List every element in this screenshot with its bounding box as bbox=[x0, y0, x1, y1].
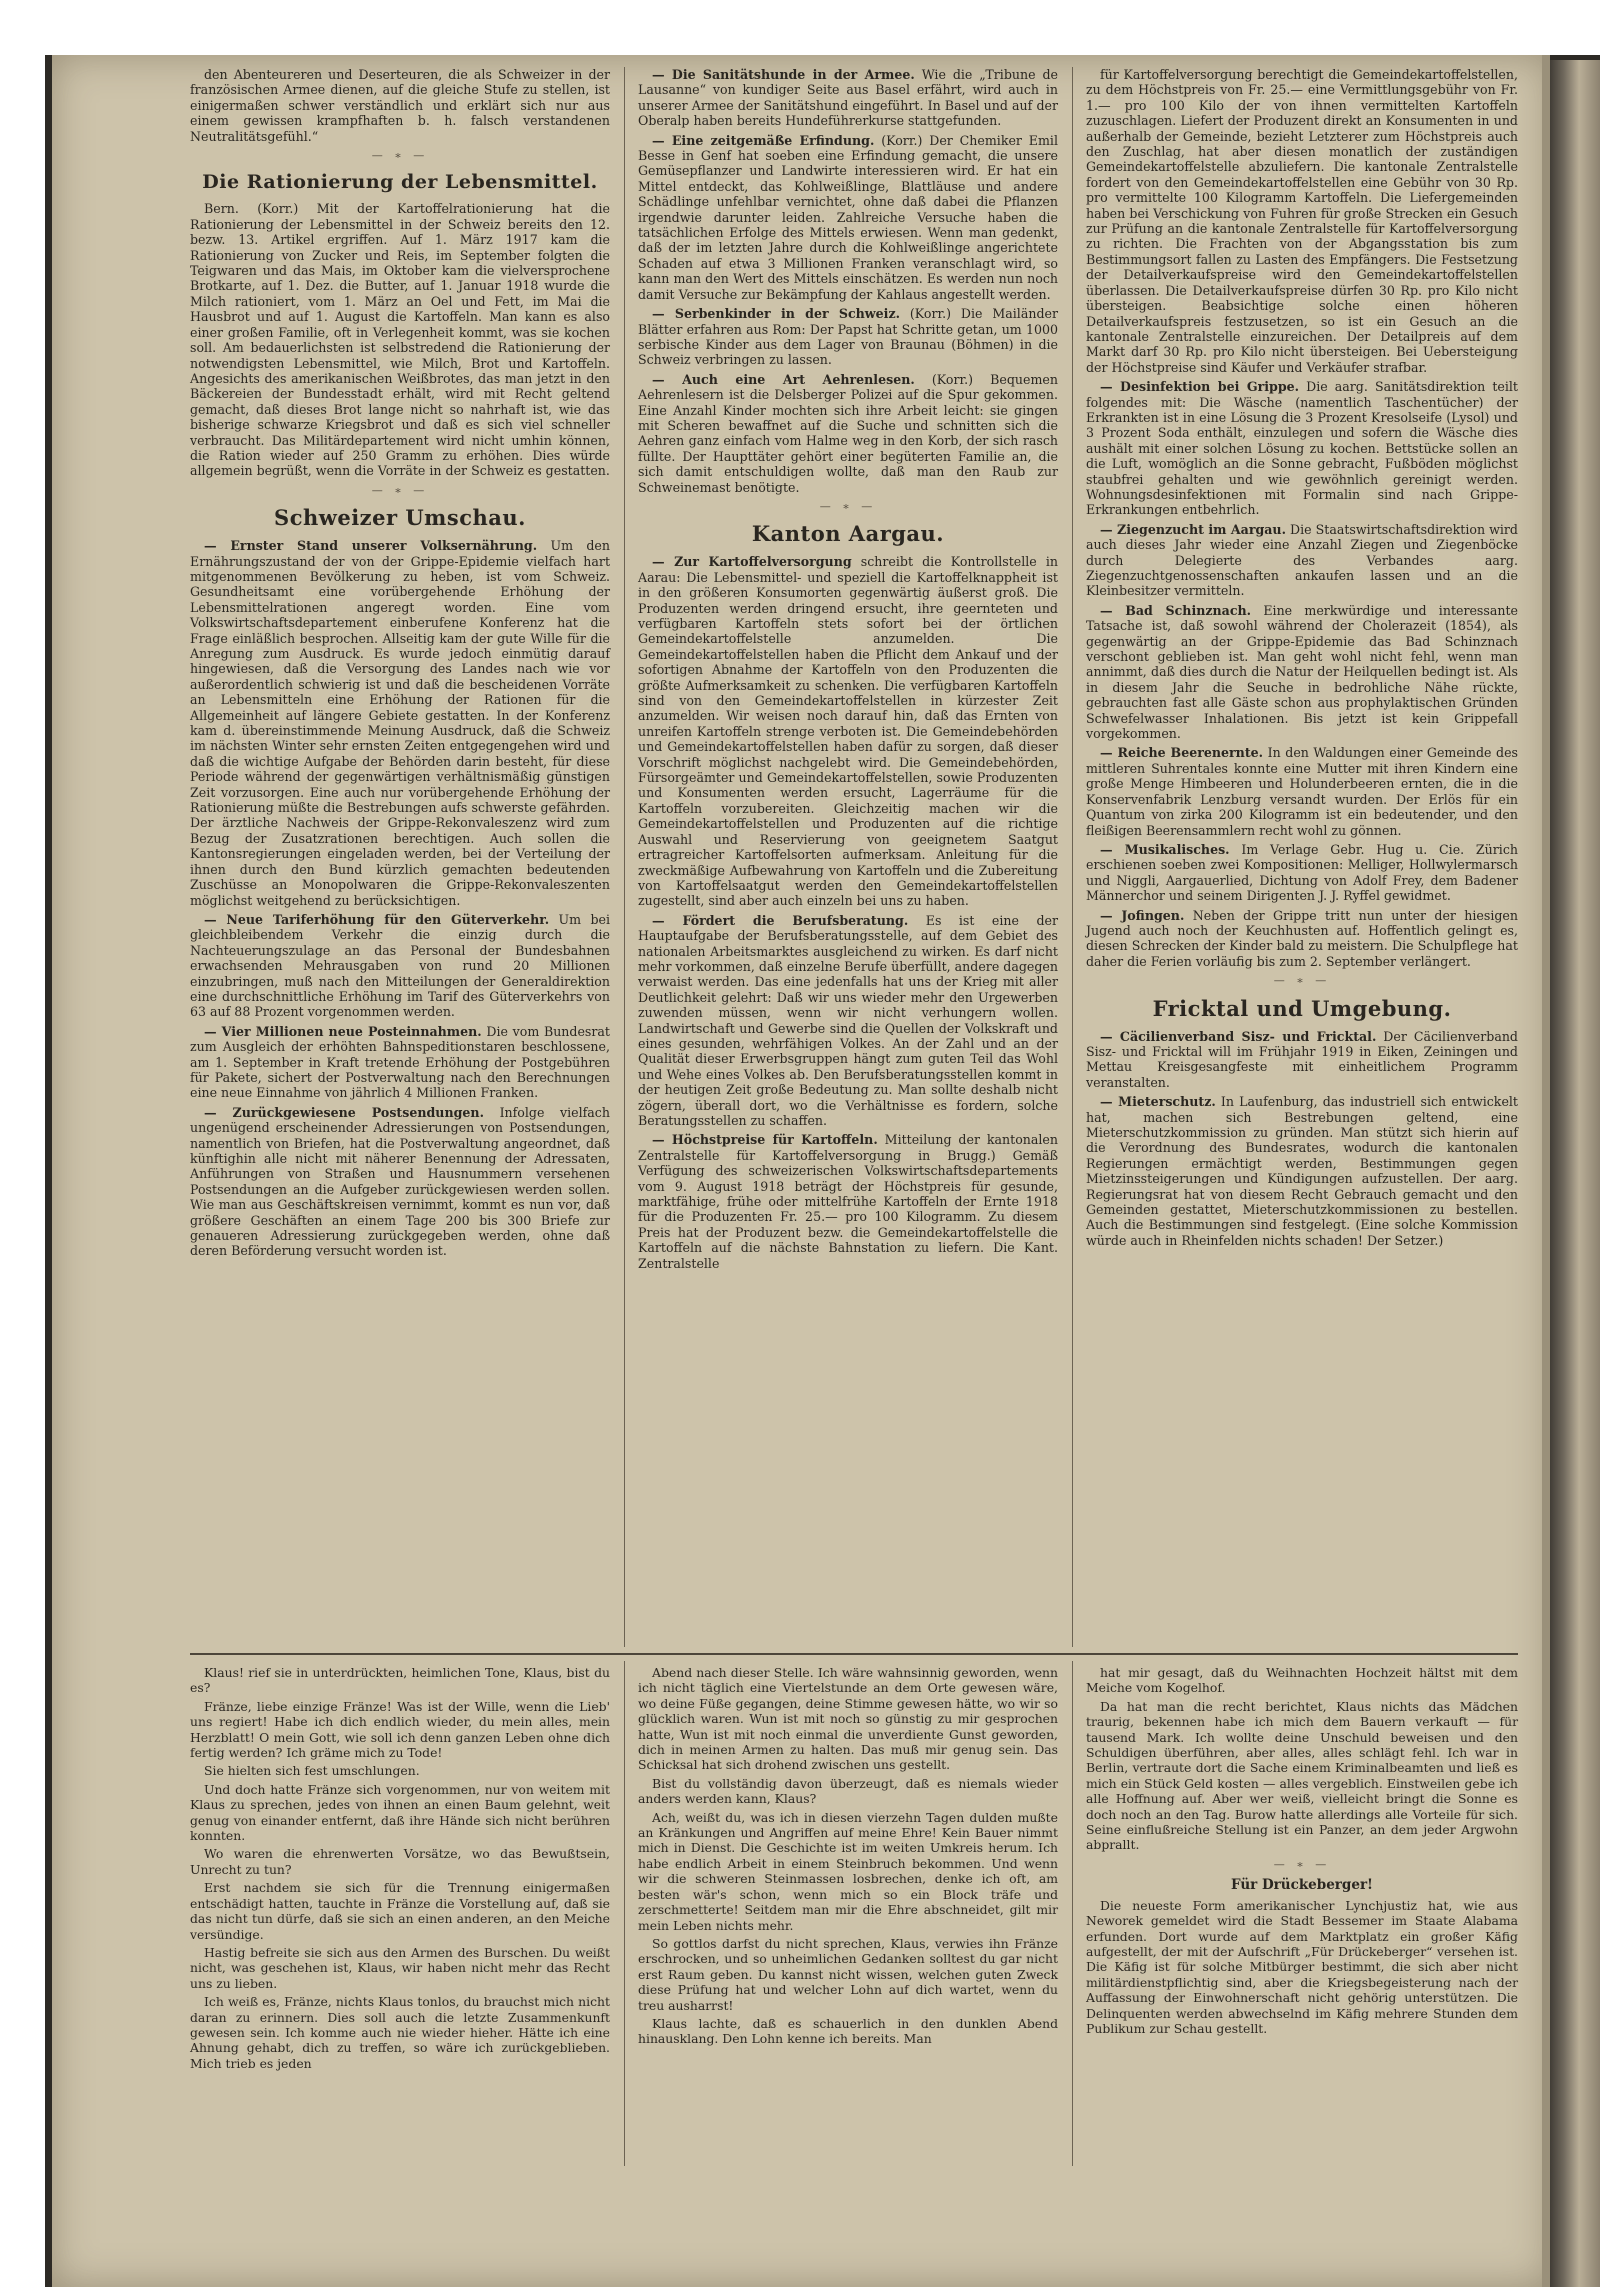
article-mieterschutz: — Mieterschutz. In Laufenburg, das industriell sich entwickelt hat, machen sich Bestrebungen geltend, eine Mieterschutzkommission zu gründen. Man stützt sich hierin auf die Verordnung des Bundesrates, wodurch die kantonalen Regierungen ermächtigt werden, Bestimmungen gegen Mietzinssteigerungen und Kündigungen aufzustellen. Der aarg. Regierungsrat hat von diesem Recht Gebrauch gemacht und den Gemeinden gestattet, Mieterschutzkommissionen zu bestellen. Auch die Bestimmungen sind festgelegt. (Eine solche Kommission würde auch in Rheinfelden nichts schaden! Der Setzer.) bbox=[1086, 1094, 1518, 1248]
column-rule bbox=[624, 67, 625, 1647]
feuilleton-paragraph: Klaus lachte, daß es schauerlich in den dunklen Abend hinausklang. Den Lohn kenne ich bereits. Man bbox=[638, 2015, 1058, 2047]
feuilleton-paragraph: Hastig befreite sie sich aus den Armen des Burschen. Du weißt nicht, was geschehen ist, Klaus, wir haben nicht mehr das Recht uns zu lieben. bbox=[190, 1944, 610, 1991]
article-bad-schinznach: — Bad Schinznach. Eine merkwürdige und interessante Tatsache ist, daß sowohl während der Cholerazeit (1854), als gegenwärtig an der Grippe-Epidemie das Bad Schinznach verschont geblieben ist. Man geht wohl nicht fehl, wenn man annimmt, daß dies durch die Natur der Heilquellen bedingt ist. Als in diesem Jahr die Seuche in bedrohliche Nähe rückte, gebrauchten fast alle Gäste schon aus prophylaktischen Gründen Schwefelwasser Inhalationen. Bis jetzt ist kein Grippefall vorgekommen. bbox=[1086, 602, 1518, 742]
feuilleton-column-3 bbox=[1086, 1665, 1518, 2039]
feuilleton-paragraph: Ich weiß es, Fränze, nichts Klaus tonlos, du brauchst mich nicht daran zu erinnern. Dies soll auch die letzte Zusammenkunft gewesen sein. Ich komme auch nie wieder hieher. Hätte ich eine Ahnung gehabt, dich zu treffen, so wäre ich zurückgeblieben. Mich trieb es jeden bbox=[190, 1994, 610, 2071]
feuilleton-paragraph: Bist du vollständig davon überzeugt, daß es niemals wieder anders werden kann, Klaus? bbox=[638, 1775, 1058, 1807]
column-1 bbox=[190, 67, 610, 1263]
column-rule bbox=[1072, 1661, 1073, 2166]
feuilleton-paragraph: Und doch hatte Fränze sich vorgenommen, nur von weitem mit Klaus zu sprechen, jedes von ihnen an einen Baum gelehnt, weit genug von einander entfernt, daß ihre Hände sich nicht berühren konnten. bbox=[190, 1781, 610, 1844]
column-rule bbox=[1072, 67, 1073, 1647]
article-volksernaehrung: — Ernster Stand unserer Volksernährung. Um den Ernährungszustand der von der Grippe-Epidemie vielfach hart mitgenommenen Bevölkerung zu heben, ist vom Schweiz. Gesundheitsamt eine vorübergehende Erhöhung der Lebensmittelrationen angeregt worden. Eine vom Volkswirtschaftsdepartement einberufene Konferenz hat die Frage einläßlich besprochen. Allseitig kam der gute Wille für die Anregung zum Ausdruck. Es wurde jedoch einmütig darauf hingewiesen, daß die Versorgung des Landes nach wie vor außerordentlich schwierig ist und daß die bescheidenen Vorräte an Lebensmitteln eine Erhöhung der Rationen für die Allgemeinheit auf längere Gebiete gestatten. In der Konferenz kam d. übereinstimmende Meinung Ausdruck, daß die Schweiz im nächsten Winter sehr ernsten Zeiten entgegengehen wird und daß die wichtige Aufgabe der Behörden darin besteht, für diese Periode während der gegenwärtigen verhältnismäßig günstigen Zeit vorzusorgen. Eine auch nur vorübergehende Erhöhung der Rationierung müßte die Bestrebungen aufs schwerste gefährden. Der ärztliche Nachweis der Grippe-Rekonvaleszenz wird zum Bezug der Zusatzrationen berechtigen. Auch sollen die Kantonsregierungen eingeladen werden, bei der Verteilung der ihnen durch den Bund kürzlich gemachten bedeutenden Zuschüsse an Monopolwaren die Grippe-Rekonvaleszenten möglichst weitgehend zu berücksichtigen. bbox=[190, 538, 610, 908]
article-sanitaetshunde: — Die Sanitätshunde in der Armee. Wie die „Tribune de Lausanne“ von kundiger Seite aus Basel erfährt, wird auch in unserer Armee der Sanitätshund eingeführt. In Basel und auf der Oberalp haben bereits Hundeführerkurse stattgefunden. bbox=[638, 67, 1059, 129]
article-hoechstpreise: — Höchstpreise für Kartoffeln. Mitteilung der kantonalen Zentralstelle für Kartoffelversorgung in Brugg.) Gemäß Verfügung des schweizerischen Volkswirtschaftsdepartements vom 9. August 1918 beträgt der Höchstpreis für gesunde, marktfähige, frühe oder mittelfrühe Kartoffeln der Ernte 1918 für die Produzenten Fr. 25.— pro 100 Kilogramm. Zu diesem Preis hat der Produzent bezw. die Gemeindekartoffelstelle die Kartoffeln auf die nächste Bahnstation zu liefern. Die Kant. Zentralstelle bbox=[638, 1132, 1058, 1271]
article-rationierung: Bern. (Korr.) Mit der Kartoffelrationierung hat die Rationierung der Lebensmittel in der Schweiz bereits den 12. bezw. 13. Artikel ergriffen. Auf 1. März 1917 kam die Rationierung von Zucker und Reis, im September folgten die Teigwaren und das Mais, im Oktober kam die vielversprochene Brotkarte, auf 1. Dez. die Butter, auf 1. Januar 1918 wurde die Milch rationiert, vom 1. März an Oel und Fett, im Mai die Hausbrot und auf 1. August die Kartoffeln. Man kann es also einer großen Familie, oft in Verlegenheit kommt, was sie kochen soll. Am bedauerlichsten ist selbstredend die Rationierung der notwendigsten Lebensmittel, wie Milch, Brot und Kartoffeln. Angesichts des amerikanischen Weißbrotes, das man jetzt in den Bäckereien der Bundesstadt erhält, wird mit Recht geltend gemacht, daß dieses Brot lange nicht so nahrhaft ist, wie das bisherige schwarze Kriegsbrot und daß es sich viel schneller verbraucht. Das Militärdepartement wird nicht umhin können, die Ration wieder auf 250 Gramm zu erhöhen. Dies würde allgemein begrüßt, wenn die Vorräte in der Schweiz es gestatten. bbox=[190, 201, 610, 479]
column-3 bbox=[1086, 67, 1518, 1252]
column-rule bbox=[624, 1661, 625, 2166]
separator: — ∗ — bbox=[1273, 974, 1331, 988]
feuilleton-paragraph: Abend nach dieser Stelle. Ich wäre wahnsinnig geworden, wenn ich nicht täglich eine Viertelstunde an dem Orte gewesen wäre, wo deine Füße gegangen, deine Stimme gewesen hätte, wo wir so glücklich waren. Wun ist mit noch so günstig zu mir gesprochen hatte, Wun ist mit noch einmal die unverdiente Gunst geworden, dich in meinen Armen zu halten. Das muß mir genug sein. Das Schicksal hat sich drohend zwischen uns gestellt. bbox=[638, 1665, 1058, 1773]
article-aehrenlesen: — Auch eine Art Aehrenlesen. (Korr.) Bequemen Aehrenlesern ist die Delsberger Polizei auf die Spur gekommen. Eine Anzahl Kinder mochten sich ihre Arbeit leicht: sie gingen mit Scheren bewaffnet auf die Suche und schnitten sich die Aehren ganz einfach vom Halme weg in den Korb, der sich rasch füllte. Der Haupttäter gehört einer begüterten Familie an, die sich damit entschuldigen wollte, daß man den Raub zur Schweinemast benötigte. bbox=[638, 371, 1058, 495]
article-title-drueckeberger: Für Drückeberger! bbox=[1231, 1877, 1373, 1894]
feuilleton-paragraph: Sie hielten sich fest umschlungen. bbox=[204, 1763, 420, 1779]
section-heading-kanton-aargau: Kanton Aargau. bbox=[751, 521, 945, 547]
page-gutter bbox=[1542, 55, 1550, 2287]
separator: — ∗ — bbox=[371, 149, 429, 163]
feuilleton-paragraph: Fränze, liebe einzige Fränze! Was ist der Wille, wenn die Lieb' uns regiert! Habe ich dich endlich wieder, du mein alles, mein Herzblatt! O mein Gott, wie soll ich denn ganzen Leben ohne dich fertig werden? Ich gräme mich zu Tode! bbox=[190, 1698, 610, 1761]
separator: — ∗ — bbox=[371, 483, 429, 497]
article-desinfektion: — Desinfektion bei Grippe. Die aarg. Sanitätsdirektion teilt folgendes mit: Die Wäsche (namentlich Taschentücher) der Erkrankten ist in eine Lösung die 3 Prozent Kresolseife (Lysol) und 3 Prozent Soda enthält, einzulegen und sofern die Wäsche dies aushält mit einer solchen Lösung zu kochen. Bettstücke sollen an die Luft, womöglich an die Sonne gebracht, Fußböden möglichst staubfrei gehalten und wie gewöhnlich gereinigt werden. Wohnungsdesinfektionen mit Formalin sind nach Grippe-Erkrankungen entbehrlich. bbox=[1086, 379, 1518, 518]
headline-rationierung: Die Rationierung der Lebensmittel. bbox=[202, 171, 598, 194]
article-caecilienverband: — Cäcilienverband Sisz- und Fricktal. Der Cäcilienverband Sisz- und Fricktal will im Frühjahr 1919 in Eiken, Zeiningen und Mettau Kreisgesangfeste mit einheitlichem Programm veranstalten. bbox=[1086, 1028, 1518, 1090]
article-erfindung: — Eine zeitgemäße Erfindung. (Korr.) Der Chemiker Emil Besse in Genf hat soeben eine Erfindung gemacht, die unsere Gemüsepflanzer und Landwirte interessieren wird. Er hat ein Mittel entdeckt, das Kohlweißlinge, Blattläuse und andere Schädlinge unfehlbar vernichtet, ohne daß dabei die Pflanzen irgendwie darunter leiden. Zahlreiche Versuche haben die tatsächlichen Erfolge des Mittels erwiesen. Wenn man gedenkt, daß der im letzten Jahre durch die Kohlweißlinge angerichtete Schaden auf etwa 3 Millionen Franken veranschlagt wird, so kann man den Wert des Mittels einschätzen. Es werden nun noch damit Versuche zur Bekämpfung der Kahlaus angestellt werden. bbox=[638, 132, 1058, 302]
feuilleton-column-2 bbox=[638, 1665, 1058, 2050]
section-heading-schweizer-umschau: Schweizer Umschau. bbox=[274, 505, 526, 531]
article-drueckeberger: Die neueste Form amerikanischer Lynchjustiz hat, wie aus Neworek gemeldet wird die Stadt Bessemer im Staate Alabama erfunden. Dort wurde auf dem Marktplatz ein großer Käfig aufgestellt, der mit der Aufschrift „Für Drückeberger“ versehen ist. Die Käfig ist für solche Mitbürger bestimmt, die sich aber nicht militärdienstpflichtig sind, aber die Kriegsbegeisterung nach der Auffassung der Einwohnerschaft nicht gehörig unterstützen. Die Delinquenten werden abwechselnd im Käfig mehrere Stunden dem Publikum zur Schau gestellt. bbox=[1086, 1897, 1518, 2036]
feuilleton-paragraph: Erst nachdem sie sich für die Trennung einigermaßen entschädigt hatten, tauchte in Fränze die Vorstellung auf, daß sie das nicht tun dürfe, daß sie sich an einen anderen, an den Meiche versündige. bbox=[190, 1880, 610, 1942]
newspaper-page bbox=[52, 55, 1550, 2287]
article-intro: den Abenteureren und Deserteuren, die als Schweizer in der französischen Armee dienen, auf die gleiche Stufe zu stellen, ist einigermaßen schwer verständlich und erklärt sich nur aus einem gewissen krampfhaften b. h. falsch verstandenen Neutralitätsgefühl.“ bbox=[190, 67, 610, 144]
feuilleton-paragraph: Ach, weißt du, was ich in diesen vierzehn Tagen dulden mußte an Kränkungen und Angriffen auf meine Ehre! Kein Bauer nimmt mich in Dienst. Die Geschichte ist im weiten Umkreis herum. Ich habe endlich Arbeit in einem Steinbruch bekommen. Und wenn wir die schweren Steinmassen losbrechen, denke ich oft, am besten wär's schon, wenn mich so ein Block träfe und zerschmetterte! Seitdem man mir die Ehre abschneidet, gilt mir mein Leben nichts mehr. bbox=[638, 1809, 1058, 1933]
article-serbenkinder: — Serbenkinder in der Schweiz. (Korr.) Die Mailänder Blätter erfahren aus Rom: Der Papst hat Schritte getan, um 1000 serbische Kinder aus dem Lager von Braunau (Böhmen) in die Schweiz verbringen zu lassen. bbox=[638, 306, 1058, 368]
feuilleton-paragraph: Wo waren die ehrenwerten Vorsätze, wo das Bewußtsein, Unrecht zu tun? bbox=[190, 1846, 610, 1877]
feuilleton-column-1 bbox=[190, 1665, 610, 2074]
article-posteinnahmen: — Vier Millionen neue Posteinnahmen. Die vom Bundesrat zum Ausgleich der erhöhten Bahnspeditionstaren beschlossene, am 1. September in Kraft tretende Erhöhung der Postgebühren für Pakete, sichert der Postverwaltung nach den Berechnungen eine neue Einnahme von jährlich 4 Millionen Franken. bbox=[190, 1023, 610, 1101]
article-kartoffel-continued: für Kartoffelversorgung berechtigt die Gemeindekartoffelstellen, zu dem Höchstpreis von Fr. 25.— eine Vermittlungsgebühr von Fr. 1.— pro 100 Kilo der von ihnen vermittelten Kartoffeln zuzuschlagen. Liefert der Produzent direkt an Konsumenten in und außerhalb der Gemeinde, bezieht Letzterer zum Höchstpreis auch den Zuschlag, hat aber diesen monatlich der zuständigen Gemeindekartoffelstelle abzuliefern. Die kantonale Zentralstelle fordert von den Gemeindekartoffelstellen eine Gebühr von 30 Rp. pro vermittelte 100 Kilogramm Kartoffeln. Die Liefergemeinden haben bei Verschickung von Fuhren für große Strecken ein Gesuch zur Prüfung an die kantonale Zentralstelle für Kartoffelversorgung zu richten. Die Frachten von der Abgangsstation bis zum Bestimmungsort fallen zu Lasten des Empfängers. Die Festsetzung der Detailverkaufspreise wird den Gemeindekartoffelstellen überlassen. Die Detailverkaufspreise dürfen 30 Rp. pro Kilo nicht übersteigen. Beabsichtige solche einen höheren Detailverkaufspreis festzusetzen, so ist ein Gesuch an die kantonale Zentralstelle einzureichen. Der Detailpreis auf dem Markt darf 30 Rp. pro Kilo nicht übersteigen. Bei Uebersteigung der Höchstpreise sind Käufer und Verkäufer strafbar. bbox=[1086, 67, 1518, 375]
article-ziegenzucht: — Ziegenzucht im Aargau. Die Staatswirtschaftsdirektion wird auch dieses Jahr wieder eine Anzahl Ziegen und Ziegenböcke durch Delegierte des Verbandes aarg. Ziegenzuchtgenossenschaften ankaufen lassen und an die Kleinbesitzer vermitteln. bbox=[1086, 521, 1518, 599]
feuilleton-paragraph: Klaus! rief sie in unterdrückten, heimlichen Tone, Klaus, bist du es? bbox=[190, 1665, 610, 1696]
separator: — ∗ — bbox=[819, 499, 877, 513]
article-tariferhoehung: — Neue Tariferhöhung für den Güterverkehr. Um bei gleichbleibendem Verkehr die einzig durch die Nachteuerungszulage an das Personal der Bundesbahnen erwachsenden Mehrausgaben von rund 20 Millionen einzubringen, muß nach den Mitteilungen der Generaldirektion eine durchschnittliche Erhöhung im Tarif des Güterverkehrs von 63 auf 88 Prozent vorgenommen werden. bbox=[190, 911, 610, 1020]
separator: — ∗ — bbox=[1273, 1857, 1331, 1871]
article-kartoffelversorgung: — Zur Kartoffelversorgung schreibt die Kontrollstelle in Aarau: Die Lebensmittel- und speziell die Kartoffelknappheit ist in den größeren Konsumorten gegenwärtig äußerst groß. Die Produzenten werden dringend ersucht, ihre geernteten und verfügbaren Kartoffeln stets sofort bei der örtlichen Gemeindekartoffelstelle anzumelden. Die Gemeindekartoffelstellen haben die Pflicht dem Ankauf und der sofortigen Abnahme der Kartoffeln von den Produzenten die größte Aufmerksamkeit zu schenken. Die verfügbaren Kartoffeln sind von den Gemeindekartoffelstellen in kürzester Zeit anzumelden. Wir weisen noch darauf hin, daß das Ernten von unreifen Kartoffeln strenge verboten ist. Die Gemeindebehörden und Gemeindekartoffelstellen haben dafür zu sorgen, daß dieser Vorschrift möglichst nachgelebt wird. Die Gemeindebehörden, Fürsorgeämter und Gemeindekartoffelstellen, sowie Produzenten und Konsumenten werden ersucht, Lagerräume für die Kartoffeln vorzubereiten. Gleichzeitig machen wir die Gemeindekartoffelstellen und Produzenten auf die richtige Auswahl und Reservierung von geeignetem Saatgut ertragreicher Kartoffelsorten aufmerksam. Anleitung für die zweckmäßige Aufbewahrung von Kartoffeln und die Zubereitung von Kartoffelsaatgut werden den Gemeindekartoffelstellen zugestellt, sind aber auch einzeln bei uns zu haben. bbox=[638, 554, 1058, 909]
feuilleton-rule bbox=[190, 1653, 1518, 1655]
article-berufsberatung: — Fördert die Berufsberatung. Es ist eine der Hauptaufgabe der Berufsberatungsstelle, auf dem Gebiet des nationalen Arbeitsmarktes ausgleichend zu wirken. Es darf nicht mehr vorkommen, daß einzelne Berufe überfüllt, andere dagegen verwaist werden. Das eine jedenfalls hat uns der Krieg mit aller Deutlichkeit gelehrt: Daß wir uns wieder mehr den Urgewerben zuwenden müssen, wenn wir nicht verhungern wollen. Landwirtschaft und Gewerbe sind die Quellen der Volkskraft und eines gesunden, wehrfähigen Volkes. An der Zahl und an der Qualität dieser Erwerbsgruppen hängt zum guten Teil das Wohl und Wehe eines Volkes ab. Den Berufsberatungsstellen kommt in der heutigen Zeit große Bedeutung zu. Man sollte deshalb nicht zögern, überall dort, wo die Verhältnisse es fordern, solche Beratungsstellen zu schaffen. bbox=[638, 912, 1058, 1128]
feuilleton-paragraph: So gottlos darfst du nicht sprechen, Klaus, verwies ihn Fränze erschrocken, und so unheimlichen Gedanken solltest du gar nicht erst Raum geben. Du kannst nicht wissen, welchen guten Zweck diese Prüfung hat und welcher Lohn auf dich wartet, wenn du treu ausharrst! bbox=[638, 1935, 1058, 2013]
article-beerenernte: — Reiche Beerenernte. In den Waldungen einer Gemeinde des mittleren Suhrentales konnte eine Mutter mit ihren Kindern eine große Menge Himbeeren und Holunderbeeren ernten, die in die Konservenfabrik Lenzburg versandt wurden. Der Erlös für ein Quantum von zirka 200 Kilogramm ist ein bedeutender, und den fleißigen Beerensammlern recht wohl zu gönnen. bbox=[1086, 745, 1518, 838]
feuilleton-paragraph: Da hat man die recht berichtet, Klaus nichts das Mädchen traurig, bekennen habe ich mich dem Bauern verkauft — für tausend Mark. Ich wollte deine Unschuld beweisen und den Schuldigen überführen, aber alles, alles schlägt fehl. Ich war in Berlin, vertraute dort die Sache einem Kriminalbeamten und ließ es mich ein Stück Geld kosten — alles vergeblich. Einstweilen gebe ich alle Hoffnung auf. Aber wer weiß, vielleicht bringt die Sonne es doch noch an den Tag. Burow hatte allerdings alle Vorteile für sich. Seine einflußreiche Stellung ist ein Panzer, an dem jeder Argwohn abprallt. bbox=[1086, 1698, 1518, 1853]
article-postsendungen: — Zurückgewiesene Postsendungen. Infolge vielfach ungenügend erscheinender Adressierungen von Postsendungen, namentlich von Briefen, hat die Postverwaltung angeordnet, daß künftighin alle nicht mit näherer Benennung der Adressaten, Anführungen von Straßen und Hausnummern versehenen Postsendungen an die Aufgeber zurückgewiesen werden sollen. Wie man aus Geschäftskreisen vernimmt, kommt es nun vor, daß größere Geschäften an einem Tage 200 bis 300 Briefe zur genaueren Adressierung zurückgegeben werden, ohne daß deren Beförderung versucht worden ist. bbox=[190, 1104, 610, 1259]
book-page-edges bbox=[1548, 60, 1600, 2287]
column-2 bbox=[638, 67, 1058, 1275]
feuilleton-paragraph: hat mir gesagt, daß du Weihnachten Hochzeit hältst mit dem Meiche vom Kogelhof. bbox=[1086, 1665, 1518, 1696]
article-jofingen: — Jofingen. Neben der Grippe tritt nun unter der hiesigen Jugend auch noch der Keuchhusten auf. Hoffentlich gelingt es, diesen Schrecken der Kinder bald zu meistern. Die Schulpflege hat daher die Ferien vorläufig bis zum 2. September verlängert. bbox=[1086, 907, 1518, 969]
section-heading-fricktal: Fricktal und Umgebung. bbox=[1152, 995, 1452, 1021]
article-musikalisches: — Musikalisches. Im Verlage Gebr. Hug u. Cie. Zürich erschienen soeben zwei Kompositionen: Melliger, Hollwylermarsch und Niggli, Aargauerlied, Dichtung von Adolf Frey, dem Badener Männerchor und seinem Dirigenten J. J. Ryffel gewidmet. bbox=[1086, 841, 1518, 904]
